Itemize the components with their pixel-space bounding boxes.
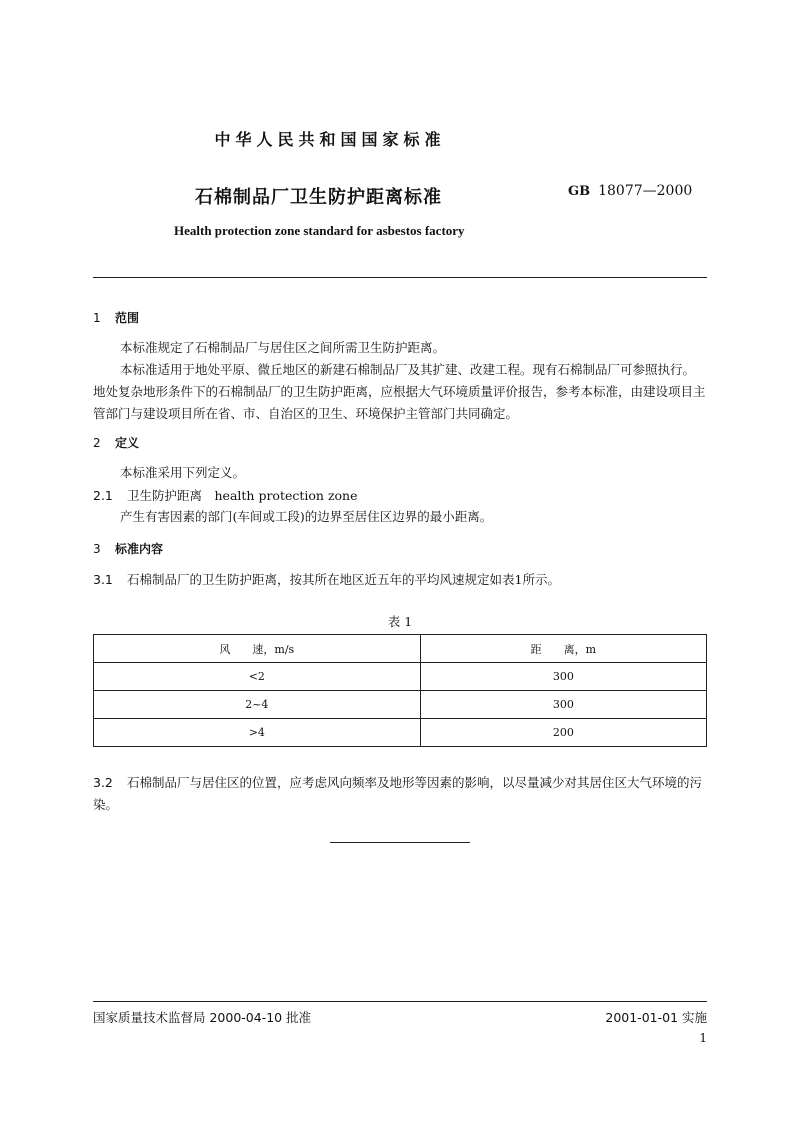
standard-code-prefix: GB: [568, 184, 591, 199]
subsection-number: 2.1: [93, 488, 113, 503]
subsection-number: 3.1: [93, 572, 113, 587]
section-3-heading: [93, 540, 163, 557]
table-header-distance: 距 离，m: [420, 635, 706, 663]
english-title: Health protection zone standard for asbestos factory: [174, 223, 465, 238]
table-row: [94, 691, 707, 719]
standard-code-number: 18077—2000: [598, 183, 693, 199]
section-1-heading: [93, 309, 139, 326]
table-row: [94, 663, 707, 691]
footer-divider: [93, 1001, 707, 1002]
section-2-heading: [93, 434, 139, 451]
section-title: 标准内容: [115, 542, 164, 556]
subsection-3-2: [93, 772, 707, 816]
table-cell-distance: 200: [420, 719, 706, 747]
header-divider: [93, 277, 707, 278]
section-number: 3: [93, 542, 101, 556]
subsection-2-1-text: 产生有害因素的部门(车间或工段)的边界至居住区边界的最小距离。: [120, 509, 493, 524]
section-number: 1: [93, 311, 101, 325]
table-cell-wind-speed: <2: [94, 663, 421, 691]
national-standard-heading: 中华人民共和国国家标准: [214, 130, 446, 149]
end-of-text-rule: [330, 842, 470, 843]
table-caption: 表 1: [387, 614, 413, 629]
section-1-paragraph-1: 本标准规定了石棉制品厂与居住区之间所需卫生防护距离。: [120, 340, 446, 355]
section-2-paragraph-1: 本标准采用下列定义。: [120, 465, 246, 480]
section-number: 2: [93, 436, 101, 450]
standard-code: [568, 183, 692, 199]
table-cell-distance: 300: [420, 691, 706, 719]
table-header-wind-speed: 风 速，m/s: [94, 635, 421, 663]
document-title: 石棉制品厂卫生防护距离标准: [195, 187, 442, 208]
distance-table: [93, 634, 707, 747]
section-1-paragraph-2: 本标准适用于地处平原、微丘地区的新建石棉制品厂及其扩建、改建工程。现有石棉制品厂可参照执行。地处复杂地形条件下的石棉制品厂的卫生防护距离，应根据大气环境质量评价报告，参考本标准，由建设项目主管部门与建设项目所在省、市、自治区的卫生、环境保护主管部门共同确定。: [93, 362, 706, 421]
section-title: 范围: [115, 311, 140, 325]
approval-info: 国家质量技术监督局 2000-04-10 批准: [93, 1010, 312, 1025]
table-header-row: [94, 635, 707, 663]
table-cell-wind-speed: >4: [94, 719, 421, 747]
subsection-3-1: [93, 570, 560, 588]
subsection-title: 卫生防护距离 health protection zone: [127, 488, 358, 503]
table-cell-distance: 300: [420, 663, 706, 691]
section-title: 定义: [115, 436, 140, 450]
subsection-text: 石棉制品厂与居住区的位置，应考虑风向频率及地形等因素的影响，以尽量减少对其居住区大气环境的污染。: [93, 775, 703, 812]
table-row: [94, 719, 707, 747]
effective-date: 2001-01-01 实施: [605, 1010, 707, 1025]
subsection-number: 3.2: [93, 775, 113, 790]
page-number: 1: [699, 1031, 707, 1045]
subsection-2-1: [93, 486, 358, 504]
subsection-text: 石棉制品厂的卫生防护距离，按其所在地区近五年的平均风速规定如表1所示。: [127, 572, 560, 587]
table-cell-wind-speed: 2~4: [94, 691, 421, 719]
